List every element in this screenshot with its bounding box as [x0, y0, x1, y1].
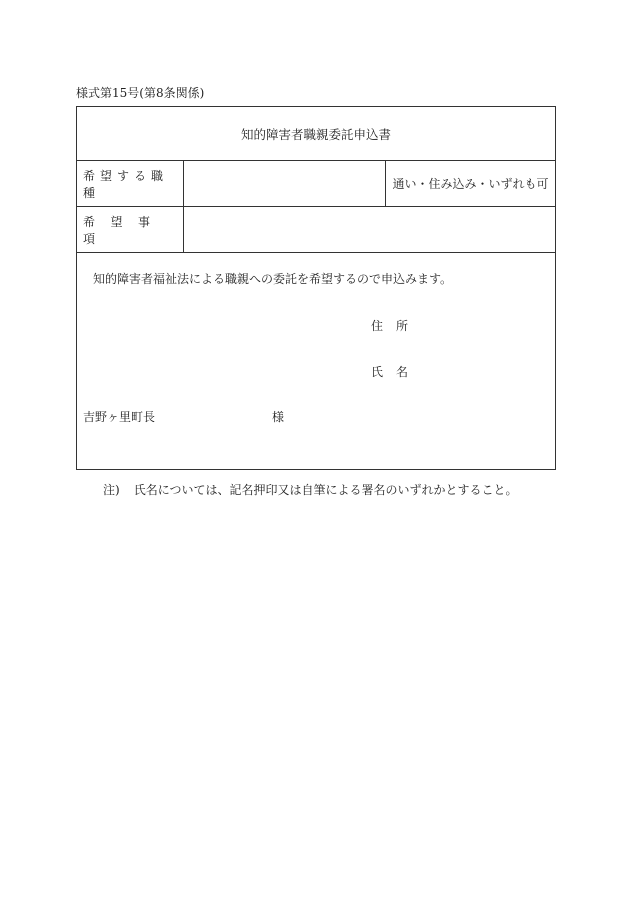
- application-statement: 知的障害者福祉法による職親への委託を希望するので申込みます。: [93, 272, 453, 286]
- desired-matters-field[interactable]: [184, 207, 555, 252]
- name-label: 氏名: [371, 365, 422, 379]
- living-options[interactable]: 通い・住み込み・いずれも可: [392, 177, 549, 191]
- honorific: 様: [272, 410, 285, 424]
- application-body: [77, 253, 555, 469]
- address-label: 住所: [371, 319, 422, 333]
- desired-occupation-field[interactable]: [184, 161, 386, 206]
- desired-occupation-label: 希望する職種: [77, 161, 184, 206]
- addressee: 吉野ヶ里町長: [83, 410, 156, 424]
- form-title-row: [77, 107, 555, 161]
- footnote-mark: 注): [103, 483, 120, 497]
- form-title: 知的障害者職親委託申込書: [240, 126, 391, 142]
- footnote: [103, 481, 517, 498]
- desired-matters-label: 希望事項: [77, 207, 184, 252]
- form-number: 様式第15号(第8条関係): [76, 86, 205, 100]
- application-form: [76, 106, 556, 470]
- desired-matters-row: [77, 207, 555, 253]
- desired-occupation-row: [77, 161, 555, 207]
- footnote-text: 氏名については、記名押印又は自筆による署名のいずれかとすること。: [133, 483, 518, 497]
